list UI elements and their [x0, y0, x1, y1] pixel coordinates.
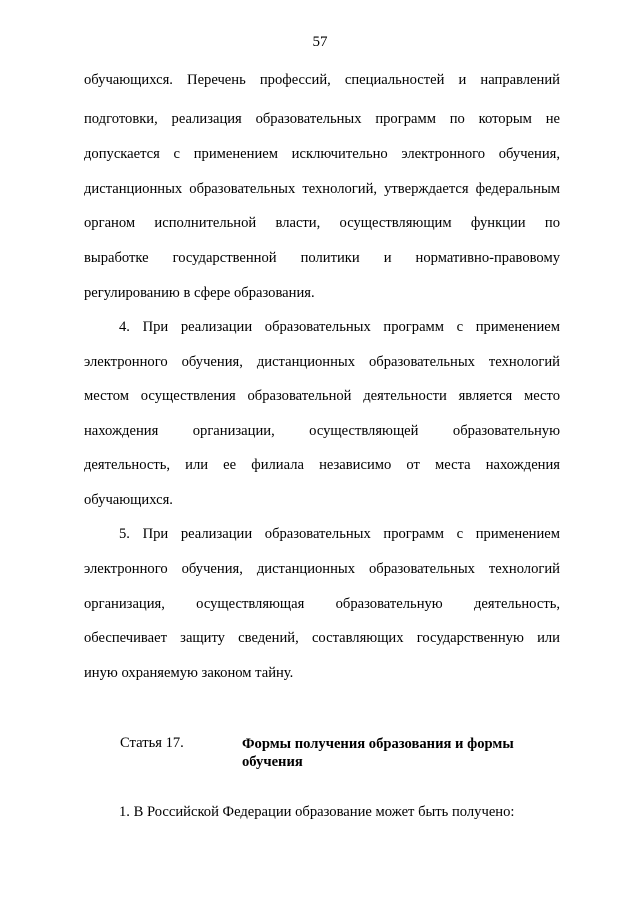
paragraph-line: органом исполнительной власти, осуществляющим функции по — [84, 215, 560, 231]
paragraph-line: обучающихся. Перечень профессий, специальностей и направлений — [84, 72, 560, 88]
paragraph-line: электронного обучения, дистанционных образовательных технологий — [84, 561, 560, 577]
paragraph-line: организация, осуществляющая образовательную деятельность, — [84, 596, 560, 612]
article-label: Статья 17. — [120, 735, 184, 751]
paragraph-line: деятельность, или ее филиала независимо от места нахождения — [84, 457, 560, 473]
paragraph-line: обучающихся. — [84, 492, 173, 508]
paragraph-line: нахождения организации, осуществляющей образовательную — [84, 423, 560, 439]
article-paragraph: 1. В Российской Федерации образование может быть получено: — [119, 804, 515, 820]
article-title-line: обучения — [242, 754, 303, 770]
paragraph-line: местом осуществления образовательной деятельности является место — [84, 388, 560, 404]
page-number: 57 — [312, 34, 328, 50]
paragraph-line: электронного обучения, дистанционных образовательных технологий — [84, 354, 560, 370]
paragraph-line: иную охраняемую законом тайну. — [84, 665, 294, 681]
paragraph-line: выработке государственной политики и нормативно-правовому — [84, 250, 560, 266]
paragraph-line: допускается с применением исключительно электронного обучения, — [84, 146, 560, 162]
article-title-line: Формы получения образования и формы — [242, 736, 514, 752]
article-title — [242, 735, 542, 771]
paragraph-line: 4. При реализации образовательных программ с применением — [119, 319, 560, 335]
paragraph-line: 5. При реализации образовательных программ с применением — [119, 526, 560, 542]
paragraph-line: дистанционных образовательных технологий, утверждается федеральным — [84, 181, 560, 197]
paragraph-line: регулированию в сфере образования. — [84, 285, 315, 301]
paragraph-line: подготовки, реализация образовательных программ по которым не — [84, 111, 560, 127]
paragraph-line: обеспечивает защиту сведений, составляющих государственную или — [84, 630, 560, 646]
